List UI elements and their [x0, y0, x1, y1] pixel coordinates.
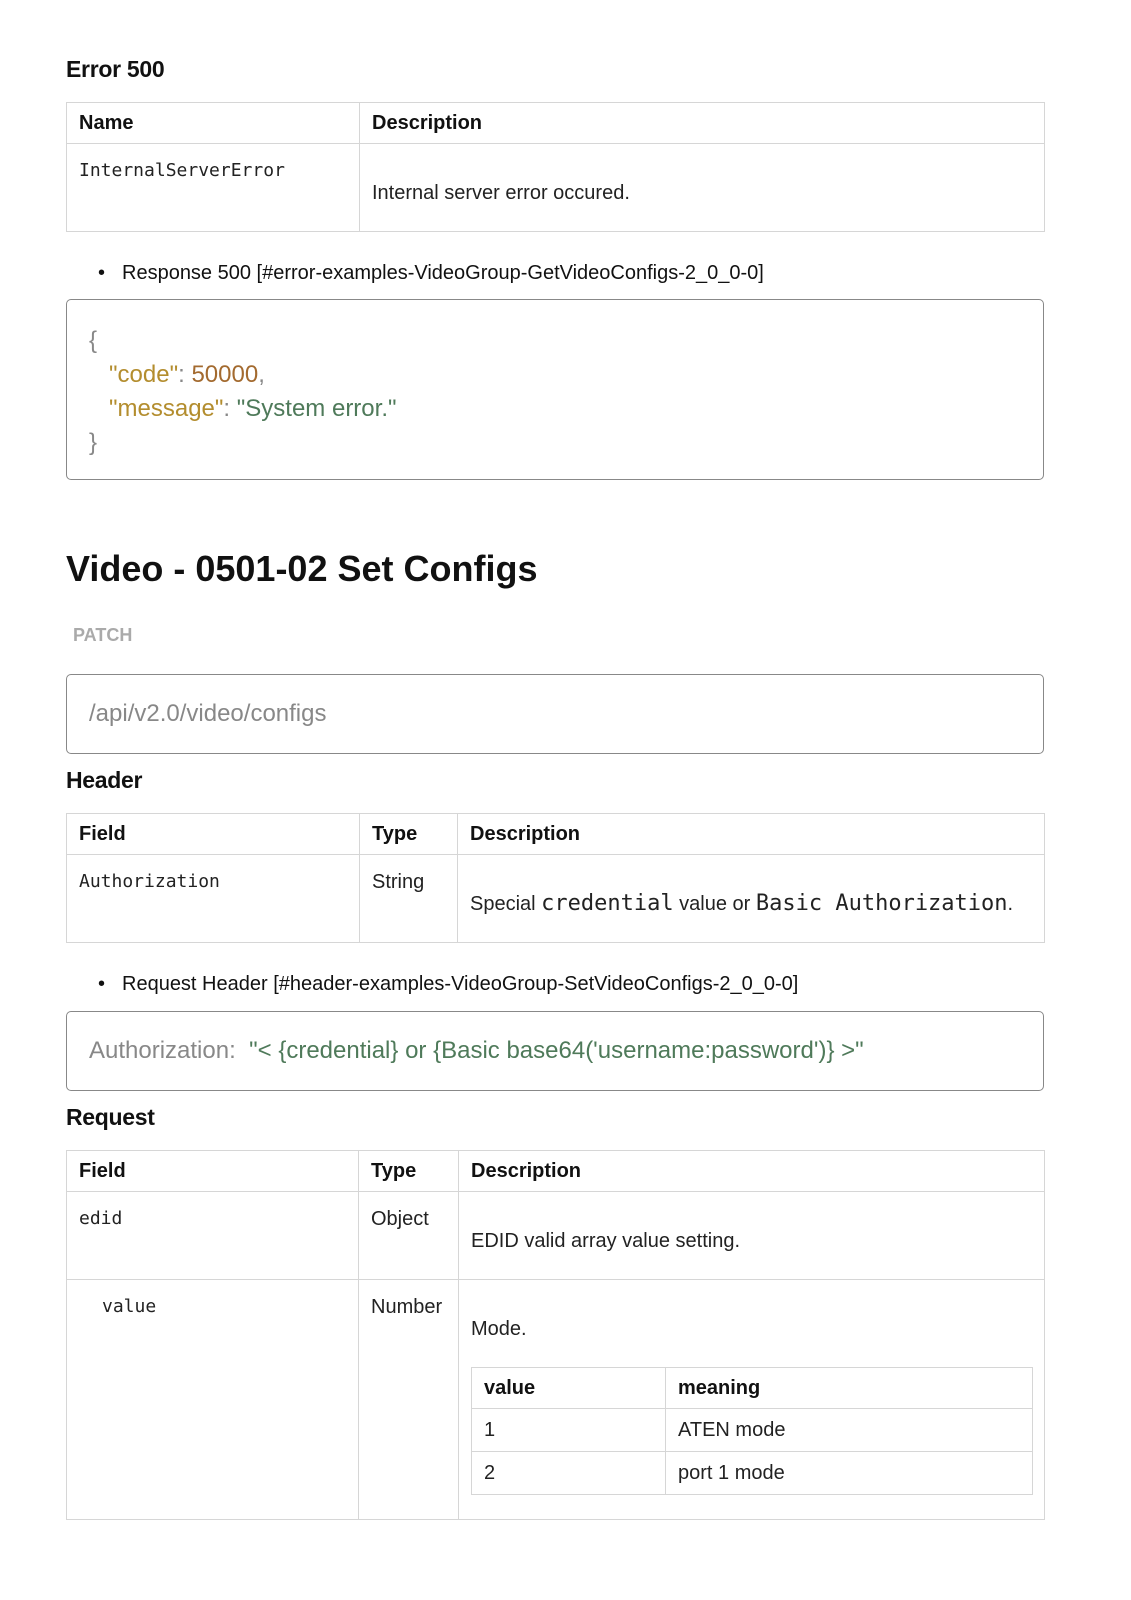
- description-cell: EDID valid array value setting.: [459, 1192, 1045, 1280]
- request-heading: Request: [66, 1104, 155, 1130]
- table-row: [67, 1192, 1045, 1280]
- column-header-type: Type: [360, 814, 458, 855]
- response-500-code-block: { "code": 50000, "message": "System error." }: [66, 299, 1044, 480]
- column-header-type: Type: [359, 1151, 459, 1192]
- table-row: [472, 1409, 1033, 1452]
- column-header-field: Field: [67, 1151, 359, 1192]
- request-header-code-block: [66, 1011, 1044, 1091]
- error-500-heading: Error 500: [66, 56, 165, 82]
- request-table: [66, 1150, 1045, 1520]
- message-key: "message": [109, 395, 224, 422]
- column-header-meaning: meaning: [666, 1368, 1033, 1409]
- table-row: [67, 855, 1045, 943]
- table-row: [67, 1280, 1045, 1520]
- code-close-brace: }: [89, 429, 98, 456]
- http-method-badge: PATCH: [73, 625, 133, 645]
- inline-code-credential: credential: [541, 891, 674, 916]
- column-header-description: Description: [459, 1151, 1045, 1192]
- error-description-cell: Internal server error occured.: [360, 144, 1045, 232]
- mode-value-cell: 2: [472, 1452, 666, 1495]
- description-cell: Special credential value or Basic Authorization.: [458, 855, 1045, 943]
- mode-table: [471, 1367, 1033, 1495]
- endpoint-box: [66, 674, 1044, 754]
- field-cell: edid: [67, 1192, 359, 1280]
- table-row: [472, 1452, 1033, 1495]
- table-row: [67, 144, 1045, 232]
- endpoint-path: /api/v2.0/video/configs: [89, 700, 327, 727]
- mode-meaning-cell: port 1 mode: [666, 1452, 1033, 1495]
- code-value: 50000: [191, 361, 259, 388]
- description-cell: Mode. value meaning 1 ATEN mode 2 port 1 mode: [459, 1280, 1045, 1520]
- message-value: "System error.": [236, 395, 397, 422]
- code-open-brace: {: [89, 327, 98, 354]
- column-header-description: Description: [458, 814, 1045, 855]
- column-header-value: value: [472, 1368, 666, 1409]
- mode-value-cell: 1: [472, 1409, 666, 1452]
- header-heading: Header: [66, 767, 143, 793]
- type-cell: Object: [359, 1192, 459, 1280]
- error-name-cell: InternalServerError: [67, 144, 360, 232]
- error-500-table: [66, 102, 1045, 232]
- response-500-link[interactable]: • Response 500 [#error-examples-VideoGroup-GetVideoConfigs-2_0_0-0]: [122, 262, 764, 285]
- mode-meaning-cell: ATEN mode: [666, 1409, 1033, 1452]
- column-header-field: Field: [67, 814, 360, 855]
- type-cell: Number: [359, 1280, 459, 1520]
- column-header-description: Description: [360, 103, 1045, 144]
- section-title: Video - 0501-02 Set Configs: [66, 548, 538, 589]
- field-cell: Authorization: [67, 855, 360, 943]
- authorization-value: "< {credential} or {Basic base64('username:password')} >": [249, 1037, 864, 1064]
- type-cell: String: [360, 855, 458, 943]
- authorization-key: Authorization:: [89, 1037, 236, 1064]
- request-header-link[interactable]: • Request Header [#header-examples-VideoGroup-SetVideoConfigs-2_0_0-0]: [122, 973, 798, 996]
- field-cell: value: [67, 1280, 359, 1520]
- code-key: "code": [109, 361, 179, 388]
- header-table: [66, 813, 1045, 943]
- inline-code-basic-authorization: Basic Authorization: [755, 891, 1008, 916]
- column-header-name: Name: [67, 103, 360, 144]
